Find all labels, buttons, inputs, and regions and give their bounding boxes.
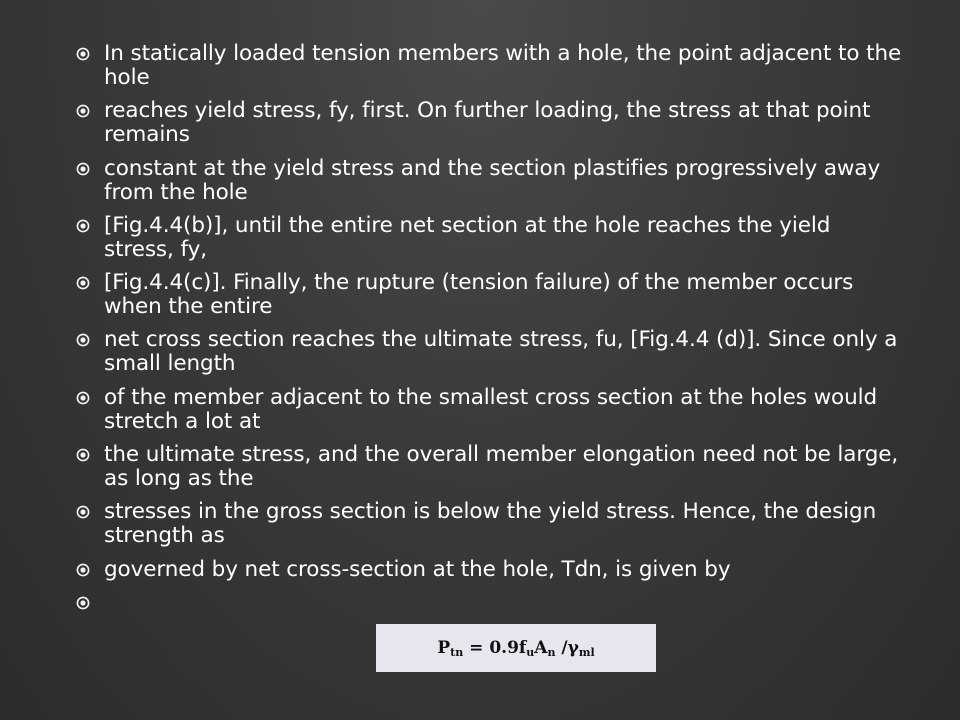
- bullet-text: [Fig.4.4(b)], until the entire net section at the hole reaches the yield stress, fy,: [104, 212, 831, 262]
- bullet-text: net cross section reaches the ultimate stress, fu, [Fig.4.4 (d)]. Since only a small length: [104, 327, 898, 377]
- bullet-item: [76, 558, 906, 582]
- radio-bullet-icon: [76, 47, 90, 61]
- radio-bullet-icon: [76, 391, 90, 405]
- formula-image: [376, 624, 656, 672]
- bullet-text: reaches yield stress, fy, first. On further loading, the stress at that point remains: [104, 98, 871, 148]
- bullet-item: [76, 271, 906, 319]
- bullet-text: [Fig.4.4(c)]. Finally, the rupture (tension failure) of the member occurs when the entire: [104, 270, 854, 320]
- bullet-text: of the member adjacent to the smallest cross section at the holes would stretch a lot at: [104, 384, 878, 434]
- design-strength-formula: $P_{tn} = 0.9f_uA_n$ $/\gamma_{ml}$: [437, 637, 595, 659]
- bullet-item: [76, 42, 906, 90]
- bullet-item: [76, 386, 906, 434]
- bullet-item: [76, 99, 906, 147]
- radio-bullet-icon: [76, 505, 90, 519]
- radio-bullet-icon: [76, 596, 90, 610]
- bullet-text: governed by net cross-section at the hole, Tdn, is given by: [104, 556, 731, 582]
- bullet-text: the ultimate stress, and the overall member elongation need not be large, as long as the: [104, 442, 899, 492]
- bullet-item: [76, 214, 906, 262]
- bullet-text: stresses in the gross section is below the yield stress. Hence, the design strength as: [104, 499, 877, 549]
- bullet-item: [76, 157, 906, 205]
- bullet-text: In statically loaded tension members with a hole, the point adjacent to the hole: [104, 41, 902, 90]
- bullet-list: [76, 42, 906, 591]
- radio-bullet-icon: [76, 333, 90, 347]
- radio-bullet-icon: [76, 162, 90, 176]
- bullet-item: [76, 328, 906, 376]
- radio-bullet-icon: [76, 219, 90, 233]
- bullet-item: [76, 500, 906, 548]
- radio-bullet-icon: [76, 563, 90, 577]
- radio-bullet-icon: [76, 104, 90, 118]
- bullet-text: constant at the yield stress and the section plastifies progressively away from the hole: [104, 155, 881, 205]
- radio-bullet-icon: [76, 276, 90, 290]
- radio-bullet-icon: [76, 448, 90, 462]
- bullet-item: [76, 443, 906, 491]
